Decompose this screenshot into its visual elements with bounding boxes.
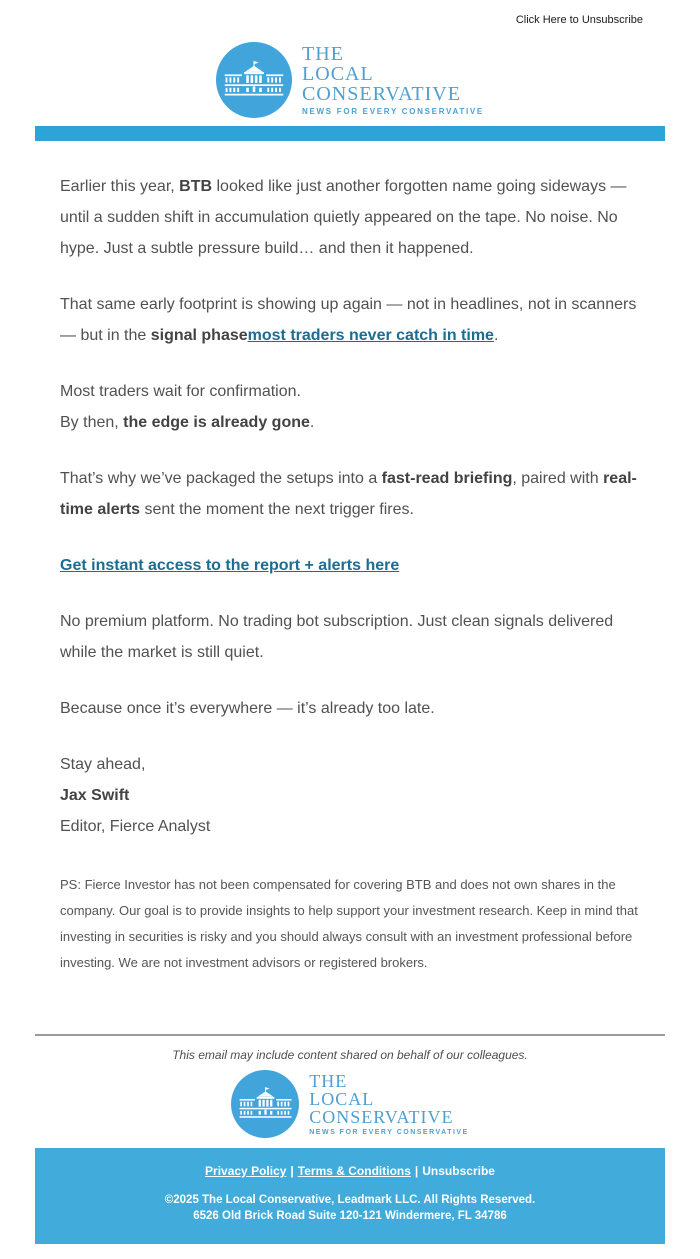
brand-line-the: THE (309, 1071, 348, 1091)
paragraph (60, 749, 640, 842)
text-run: looked like just another forgotten name going sideways — until a sudden shift in accumulation quietly appeared on the tape. No noise. No hype. Just a subtle pressure build… and then it happened. (60, 178, 627, 257)
white-house-icon (216, 42, 292, 118)
header-logo (35, 42, 665, 118)
copyright-line-1: ©2025 The Local Conservative, Leadmark LLC. All Rights Reserved. (164, 1194, 536, 1206)
brand-line-the: THE (302, 43, 344, 65)
paragraph (60, 463, 640, 525)
email-body (35, 141, 665, 842)
email-container (35, 0, 665, 1244)
footer-separator: | (414, 1164, 419, 1178)
terms-conditions-link[interactable]: Terms & Conditions (297, 1164, 411, 1178)
text-run: Stay ahead, (60, 756, 146, 773)
brand-name (309, 1072, 469, 1136)
cta-link[interactable]: Get instant access to the report + alerts here (60, 557, 400, 574)
brand-name (302, 44, 484, 116)
paragraph (60, 606, 640, 668)
text-run: fast-read briefing (381, 470, 513, 487)
text-run: . (493, 327, 499, 344)
text-run: That same early footprint is showing up again — not in headlines, not in scanners — but in the (60, 296, 637, 344)
section-divider (35, 1034, 665, 1036)
text-run: That’s why we’ve packaged the setups into a (60, 470, 382, 487)
cta-paragraph (60, 550, 640, 581)
text-run: sent the moment the next trigger fires. (140, 501, 414, 518)
text-run: No premium platform. No trading bot subscription. Just clean signals delivered while the market is still quiet. (60, 613, 614, 661)
colleagues-note: This email may include content shared on behalf of our colleagues. (172, 1048, 528, 1062)
copyright-line-2: 6526 Old Brick Road Suite 120-121 Windermere, FL 34786 (193, 1210, 507, 1222)
white-house-icon (231, 1070, 299, 1138)
inline-link[interactable]: most traders never catch in time (247, 327, 494, 344)
paragraph (60, 693, 640, 724)
text-run: . (309, 414, 315, 431)
text-run: the edge is already gone (123, 414, 310, 431)
brand-tagline: NEWS FOR EVERY CONSERVATIVE (302, 107, 484, 116)
email-footer (35, 1148, 665, 1244)
header-divider-bar (35, 126, 665, 141)
footer-separator: | (290, 1164, 294, 1178)
paragraph (60, 376, 640, 438)
brand-line-conservative: CONSERVATIVE (302, 83, 461, 105)
unsubscribe-link[interactable]: Unsubscribe (422, 1164, 495, 1178)
text-run: By then, (60, 414, 124, 431)
paragraph (60, 289, 640, 351)
brand-line-conservative: CONSERVATIVE (309, 1107, 454, 1127)
text-run: Jax Swift (60, 787, 130, 804)
text-run: Because once it’s everywhere — it’s already too late. (60, 700, 435, 717)
text-run: Editor, Fierce Analyst (60, 818, 211, 835)
text-run: Most traders wait for confirmation. (60, 383, 301, 400)
text-run: real-time alerts (60, 470, 637, 518)
text-run: , paired with (512, 470, 604, 487)
brand-tagline: NEWS FOR EVERY CONSERVATIVE (309, 1129, 469, 1136)
footer-logo (35, 1070, 665, 1138)
text-run: Earlier this year, (60, 178, 180, 195)
footer-links (35, 1164, 665, 1178)
text-run: BTB (179, 178, 213, 195)
text-run: signal phase (150, 327, 248, 344)
brand-line-local: LOCAL (309, 1089, 375, 1109)
top-unsubscribe-link[interactable]: Click Here to Unsubscribe (515, 14, 643, 26)
brand-line-local: LOCAL (302, 63, 374, 85)
paragraph (60, 171, 640, 264)
footer-copyright (35, 1192, 665, 1224)
ps-disclaimer: PS: Fierce Investor has not been compensated for covering BTB and does not own shares in the company. Our goal is to provide insights to help support your investment research. Keep in mind that investing in securities is risky and you should always consult with an investment professional before investing. We are not investment advisors or registered brokers. (60, 877, 638, 970)
privacy-policy-link[interactable]: Privacy Policy (205, 1164, 287, 1178)
top-unsubscribe-row (35, 0, 665, 28)
